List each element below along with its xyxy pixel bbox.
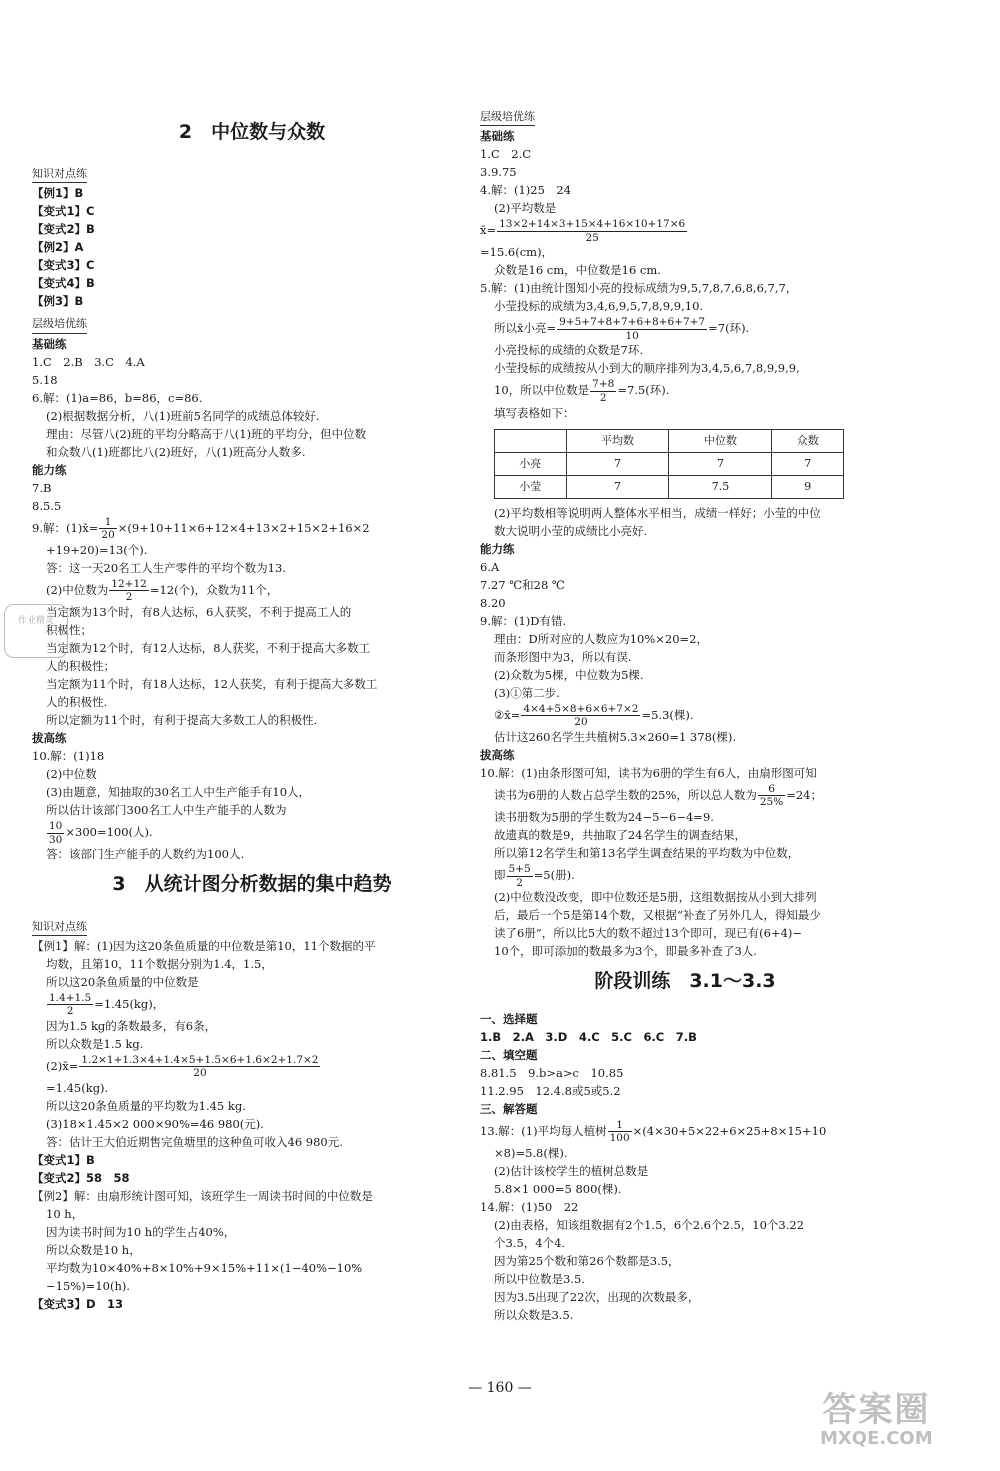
table-cell: 7: [566, 452, 669, 475]
answer-text: 10，所以中位数是: [494, 383, 590, 398]
fraction-denominator: 30: [49, 833, 63, 846]
fraction-denominator: 2: [599, 392, 607, 405]
fraction: [47, 820, 64, 846]
page-number: — 160 —: [468, 1380, 532, 1396]
table-cell: 小亮: [495, 452, 567, 475]
answer-text: =5.3(棵).: [641, 707, 694, 722]
answer-line: 5.8×1 000=5 800(棵).: [494, 1181, 622, 1196]
subsection-label: 拔高练: [32, 730, 67, 745]
answer-line: 1.B 2.A 3.D 4.C 5.C 6.C 7.B: [480, 1029, 697, 1044]
fraction-numerator: 4×4+5×8+6×6+7×2: [523, 702, 639, 715]
answer-line: 所以第12名学生和第13名学生调查结果的平均数为中位数，: [494, 845, 800, 860]
example-answer: 【变式1】B: [32, 1152, 95, 1167]
answer-line: 所以定额为11个时，有利于提高大多数工人的积极性.: [46, 712, 318, 727]
table-cell: 小莹: [495, 475, 567, 498]
answer-line: +19+20)=13(个).: [46, 542, 148, 557]
answer-line: [32, 820, 472, 846]
answer-line: [32, 516, 472, 542]
answer-line: [480, 863, 890, 889]
answer-text: =12(个)，众数为11个，: [149, 582, 279, 597]
answer-line: 小莹投标的成绩为3,4,6,9,5,7,8,9,9,10.: [494, 299, 704, 314]
fraction: [99, 516, 116, 542]
table-row: [495, 452, 844, 475]
answer-text: (2)中位数为: [46, 582, 109, 597]
question-group-label: 三、解答题: [480, 1101, 538, 1116]
answer-line: 读了6册”，所以比5大的数不超过13个即可，现已有(6+4)−: [494, 926, 803, 941]
answer-text: 即: [494, 868, 506, 883]
answer-line: 因为读书时间为10 h的学生占40%，: [46, 1224, 236, 1239]
stamp-text: 作业精灵: [17, 615, 54, 626]
answer-line: 7.27 ℃和28 ℃: [480, 577, 565, 592]
fraction-numerator: 1.2×1+1.3×4+1.4×5+1.5×6+1.6×2+1.7×2: [81, 1053, 319, 1066]
answer-line: 因为1.5 kg的条数最多，有6条，: [46, 1018, 217, 1033]
answer-line: [32, 1054, 472, 1080]
fraction-numerator: 9+5+7+8+7+6+8+6+7+7: [559, 316, 706, 329]
stamp-logo: [4, 604, 68, 658]
answer-line: 答：该部门生产能手的人数约为100人.: [46, 847, 245, 862]
subsection-label: 基础练: [480, 129, 515, 144]
example-answer: 【例3】B: [32, 294, 84, 309]
score-table: [494, 429, 844, 499]
answer-line: [32, 992, 472, 1018]
answer-line: =15.6(cm)，: [480, 245, 554, 260]
answer-text: ×(9+10+11×6+12×4+13×2+15×2+16×2: [117, 520, 370, 535]
answer-line: 所以估计该部门300名工人中生产能手的人数为: [46, 802, 287, 817]
answer-line: 10.解：(1)18: [32, 748, 105, 763]
answer-line: 11.2.95 12.4.8或5或5.2: [480, 1083, 621, 1098]
left-column: [32, 112, 472, 1314]
right-column: [480, 104, 890, 1325]
answer-line: (2)估计该校学生的植树总数是: [494, 1163, 649, 1178]
answer-line: 【例1】解：(1)因为这20条鱼质量的中位数是第10，11个数据的平: [32, 938, 376, 953]
answer-text: 读书为6册的人数占总学生数的25%，所以总人数为: [494, 787, 757, 802]
answer-line: (2)平均数相等说明两人整体水平相当，成绩一样好；小莹的中位: [494, 505, 821, 520]
table-header: [495, 429, 567, 452]
example-answer: 【变式2】58 58: [32, 1170, 130, 1185]
fraction-numerator: 7+8: [592, 378, 615, 391]
answer-line: =1.45(kg).: [46, 1080, 109, 1095]
answer-line: −15%)=10(h).: [46, 1278, 130, 1293]
section-tag: 知识对点练: [32, 918, 87, 936]
answer-line: 理由：D所对应的人数应为10%×20=2，: [494, 631, 709, 646]
fraction: [497, 218, 687, 244]
section-tag: 层级培优练: [32, 315, 87, 333]
answer-line: 所以中位数是3.5.: [494, 1271, 585, 1286]
fraction: [47, 992, 93, 1018]
fraction-numerator: 1.4+1.5: [49, 991, 92, 1004]
answer-text: ②x̄=: [494, 707, 521, 722]
answer-line: (2)平均数是: [494, 201, 557, 216]
answer-line: 4.解：(1)25 24: [480, 183, 572, 198]
answer-line: 均数，且第10，11个数据分别为1.4，1.5，: [46, 956, 273, 971]
example-answer: 【变式4】B: [32, 276, 95, 291]
answer-line: 而条形图中为3，所以有误.: [494, 649, 632, 664]
fraction: [557, 316, 707, 342]
answer-line: 后，最后一个5是第14个数，又根据“补查了另外几人，得知最少: [494, 908, 821, 923]
answer-line: 人的积极性；: [46, 658, 115, 673]
fraction-denominator: 10: [625, 329, 639, 342]
fraction-denominator: 20: [101, 529, 115, 542]
subsection-label: 能力练: [32, 462, 67, 477]
answer-line: 答：估计王大伯近期售完鱼塘里的这种鱼可收入46 980元.: [46, 1134, 343, 1149]
answer-line: 7.B: [32, 480, 52, 495]
answer-line: 10 h，: [46, 1206, 84, 1221]
fraction-denominator: 20: [574, 716, 588, 729]
answer-line: 10.解：(1)由条形图可知，读书为6册的学生有6人，由扇形图可知: [480, 765, 817, 780]
answer-line: [480, 316, 890, 342]
table-cell: 7: [669, 452, 772, 475]
answer-text: =1.45(kg)，: [94, 996, 165, 1011]
answer-line: 当定额为13个时，有8人达标，6人获奖，不利于提高工人的: [46, 604, 352, 619]
watermark-logo: [820, 1392, 933, 1449]
table-cell: 7: [772, 452, 844, 475]
table-header: 众数: [772, 429, 844, 452]
answer-line: 6.A: [480, 559, 500, 574]
answer-line: 5.解：(1)由统计图知小亮的投标成绩为9,5,7,8,7,6,8,6,7,7，: [480, 281, 798, 296]
example-answer: 【变式3】D 13: [32, 1296, 124, 1311]
answer-line: [32, 578, 472, 604]
subsection-label: 能力练: [480, 541, 515, 556]
answer-line: [480, 378, 890, 404]
answer-line: 9.解：(1)D有错.: [480, 613, 567, 628]
watermark-url: MXQE.COM: [820, 1428, 933, 1450]
answer-text: ×300=100(人).: [65, 825, 153, 839]
answer-line: 10个，即可添加的数最多为3个，即最多补查了3人.: [494, 944, 757, 959]
answer-line: [480, 218, 890, 244]
answer-line: 当定额为11个时，有18人达标，12人获奖，有利于提高大多数工: [46, 676, 378, 691]
fraction-numerator: 1: [99, 516, 116, 530]
answer-line: 平均数为10×40%+8×10%+9×15%+11×(1−40%−10%: [46, 1260, 363, 1275]
fraction: [590, 378, 616, 404]
example-answer: 【例1】B: [32, 186, 84, 201]
table-row: [495, 475, 844, 498]
answer-text: =24；: [786, 787, 822, 802]
answer-line: 填写表格如下：: [494, 405, 575, 420]
fraction-denominator: 2: [516, 876, 523, 889]
answer-line: 3.9.75: [480, 165, 517, 180]
watermark-text: 答案圈: [822, 1390, 931, 1430]
fraction-numerator: 12+12: [111, 577, 147, 590]
answer-line: (2)根据数据分析，八(1)班前5名同学的成绩总体较好.: [46, 408, 320, 423]
answer-line: 8.81.5 9.b>a>c 10.85: [480, 1065, 624, 1080]
section-3-title: 3 从统计图分析数据的集中趋势: [112, 873, 392, 896]
answer-line: 所以这20条鱼质量的中位数是: [46, 974, 199, 989]
fraction-denominator: 25%: [759, 796, 784, 809]
example-answer: 【变式3】C: [32, 258, 95, 273]
answer-line: 小莹投标的成绩按从小到大的顺序排列为3,4,5,6,7,8,9,9,9,: [494, 361, 800, 376]
answer-line: 1.C 2.B 3.C 4.A: [32, 354, 145, 369]
fraction: [608, 1119, 632, 1145]
answer-text: 所以x̄小亮=: [494, 321, 557, 336]
fraction: [521, 703, 640, 729]
answer-line: (2)中位数没改变，即中位数还是5册，这组数据按从小到大排列: [494, 890, 817, 905]
answer-line: (3)18×1.45×2 000×90%=46 980(元).: [46, 1116, 264, 1131]
fraction-numerator: 1: [608, 1119, 632, 1133]
example-answer: 【变式2】B: [32, 222, 95, 237]
answer-text: (2)x̄=: [46, 1058, 79, 1073]
answer-line: 6.解：(1)a=86，b=86，c=86.: [32, 390, 203, 405]
table-cell: 7: [566, 475, 669, 498]
stage-training-title: 阶段训练 3.1～3.3: [594, 970, 776, 993]
table-header-row: [495, 429, 844, 452]
subsection-label: 基础练: [32, 336, 67, 351]
answer-line: (2)由表格，知该组数据有2个1.5，6个2.6个2.5，10个3.22: [494, 1217, 805, 1232]
answer-line: 8.20: [480, 595, 506, 610]
table-cell: 9: [772, 475, 844, 498]
answer-line: 数大说明小莹的成绩比小亮好.: [494, 523, 648, 538]
table-header: 平均数: [566, 429, 669, 452]
answer-text: =7(环).: [708, 321, 750, 336]
answer-line: 人的积极性.: [46, 694, 108, 709]
answer-text: 13.解：(1)平均每人植树: [480, 1123, 607, 1138]
answer-line: (3)由题意，知抽取的30名工人中生产能手有10人，: [46, 784, 311, 799]
section-2-title: 2 中位数与众数: [178, 121, 326, 143]
table-cell: 7.5: [669, 475, 772, 498]
answer-line: 所以众数是10 h，: [46, 1242, 141, 1257]
fraction-denominator: 100: [609, 1132, 630, 1145]
answer-line: 估计这260名学生共植树5.3×260=1 378(棵).: [494, 729, 737, 744]
subsection-label: 拔高练: [480, 747, 515, 762]
answer-line: 答：这一天20名工人生产零件的平均个数为13.: [46, 560, 286, 575]
answer-line: [480, 1119, 890, 1145]
answer-line: 所以众数是1.5 kg.: [46, 1036, 144, 1051]
answer-line: 8.5.5: [32, 498, 62, 513]
section-tag: 层级培优练: [480, 108, 535, 126]
answer-line: (2)中位数: [46, 766, 97, 781]
fraction: [758, 783, 785, 809]
fraction-numerator: 10: [49, 819, 63, 832]
fraction: [79, 1054, 320, 1080]
answer-text: =7.5(环).: [617, 383, 670, 398]
answer-line: 【例2】解：由扇形统计图可知，该班学生一周读书时间的中位数是: [32, 1188, 373, 1203]
table-header: 中位数: [669, 429, 772, 452]
answer-line: 14.解：(1)50 22: [480, 1199, 579, 1214]
fraction-denominator: 2: [66, 1005, 74, 1018]
answer-line: 和众数八(1)班都比八(2)班好，八(1)班高分人数多.: [46, 444, 306, 459]
fraction-denominator: 2: [125, 591, 133, 604]
answer-line: 当定额为12个时，有12人达标，8人获奖，不利于提高大多数工: [46, 640, 371, 655]
answer-text: x̄=: [480, 223, 497, 238]
fraction-numerator: 6: [758, 783, 785, 797]
answer-line: 理由：尽管八(2)班的平均分略高于八(1)班的平均分，但中位数: [46, 426, 367, 441]
question-group-label: 二、填空题: [480, 1047, 538, 1062]
fraction-numerator: 5+5: [508, 862, 531, 875]
fraction: [109, 578, 149, 604]
answer-text: ×(4×30+5×22+6×25+8×15+10: [632, 1123, 827, 1138]
answer-line: 众数是16 cm，中位数是16 cm.: [494, 263, 661, 278]
answer-line: (2)众数为5棵，中位数为5棵.: [494, 667, 644, 682]
example-answer: 【变式1】C: [32, 204, 95, 219]
answer-line: 因为3.5出现了22次，出现的次数最多，: [494, 1289, 700, 1304]
fraction-denominator: 25: [585, 231, 599, 244]
answer-line: 故遗真的数是9，共抽取了24名学生的调查结果，: [494, 827, 746, 842]
answer-line: [480, 703, 890, 729]
answer-line: (3)①第二步.: [494, 685, 560, 700]
fraction-numerator: 13×2+14×3+15×4+16×10+17×6: [499, 218, 686, 231]
answer-line: ×8)=5.8(棵).: [494, 1145, 568, 1160]
answer-text: =5(册).: [533, 868, 575, 883]
section-tag: 知识对点练: [32, 165, 87, 183]
fraction-denominator: 20: [193, 1067, 207, 1080]
question-group-label: 一、选择题: [480, 1011, 538, 1026]
answer-line: 5.18: [32, 372, 58, 387]
answer-line: 个3.5，4个4.: [494, 1235, 566, 1250]
answer-line: 所以这20条鱼质量的平均数为1.45 kg.: [46, 1098, 246, 1113]
answer-line: 所以众数是3.5.: [494, 1307, 574, 1322]
answer-line: 读书册数为5册的学生数为24−5−6−4=9.: [494, 809, 714, 824]
answer-line: 积极性；: [46, 622, 92, 637]
answer-line: 因为第25个数和第26个数都是3.5，: [494, 1253, 680, 1268]
answer-text: 9.解：(1)x̄=: [32, 520, 99, 535]
example-answer: 【例2】A: [32, 240, 84, 255]
fraction: [507, 863, 533, 889]
answer-line: [480, 783, 890, 809]
answer-line: 1.C 2.C: [480, 147, 532, 162]
answer-line: 小亮投标的成绩的众数是7环.: [494, 343, 643, 358]
